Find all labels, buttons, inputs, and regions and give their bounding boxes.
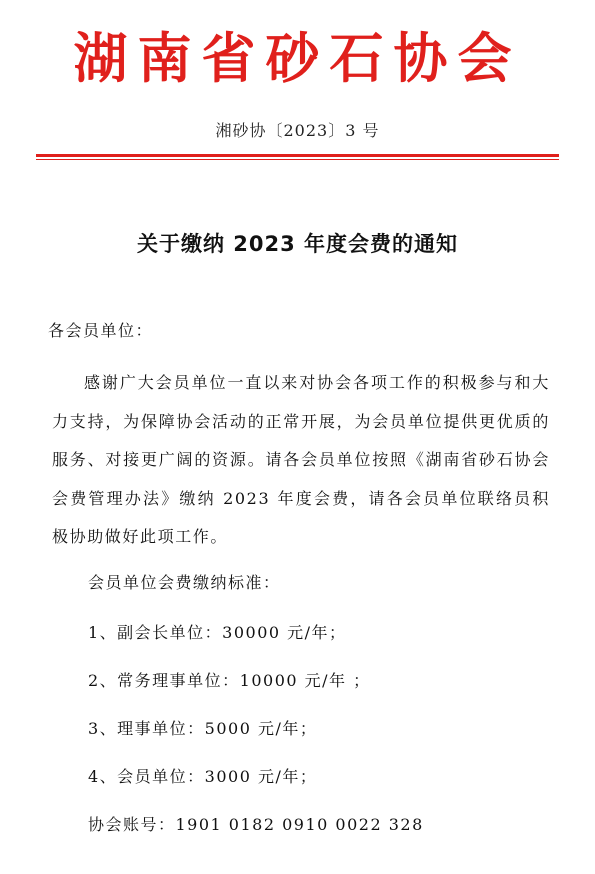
fee-item-vice-president: 1、副会长单位：30000 元/年； [88, 623, 347, 642]
organization-header: 湖南省砂石协会 [73, 26, 522, 90]
header-divider-thick [36, 154, 559, 157]
fee-item-member: 4、会员单位：3000 元/年； [88, 767, 318, 786]
bank-account: 协会账号：1901 0182 0910 0022 328 [88, 815, 424, 834]
salutation: 各会员单位： [48, 321, 154, 340]
fee-item-director: 3、理事单位：5000 元/年； [88, 719, 318, 738]
notice-title: 关于缴纳 2023 年度会费的通知 [136, 232, 459, 256]
fee-standard-title: 会员单位会费缴纳标准： [88, 573, 281, 592]
body-paragraph: 感谢广大会员单位一直以来对协会各项工作的积极参与和大力支持，为保障协会活动的正常开展，为会员单位提供更优质的服务、对接更广阔的资源。请各会员单位按照《湖南省砂石协会会费管理办法》缴纳 2023 年度会费，请各会员单位联络员积极协助做好此项工作。 [52, 373, 550, 546]
fee-item-executive-director: 2、常务理事单位：10000 元/年 ； [88, 671, 371, 690]
header-divider-thin [36, 159, 559, 160]
document-number: 湘砂协〔2023〕3 号 [215, 121, 380, 140]
